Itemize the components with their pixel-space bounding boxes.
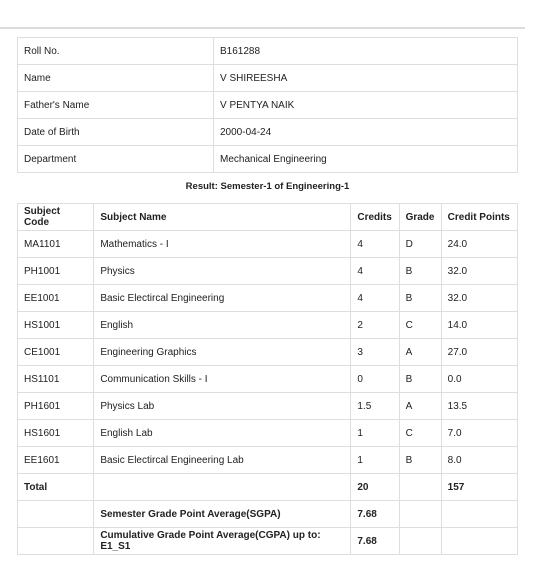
total-credits: 20 xyxy=(351,474,399,501)
result-caption: Result: Semester-1 of Engineering-1 xyxy=(185,181,350,192)
credit-points: 14.0 xyxy=(441,312,517,339)
subject-name: English Lab xyxy=(94,420,351,447)
header-grade: Grade xyxy=(399,204,441,231)
table-row xyxy=(18,366,518,393)
info-value: V PENTYA NAIK xyxy=(214,92,518,119)
table-row xyxy=(18,393,518,420)
grade: C xyxy=(399,312,441,339)
credits: 1 xyxy=(351,420,399,447)
subject-name: Mathematics - I xyxy=(94,231,351,258)
grade: B xyxy=(399,366,441,393)
info-label: Department xyxy=(18,146,214,173)
sgpa-label: Semester Grade Point Average(SGPA) xyxy=(94,501,351,528)
table-row xyxy=(18,339,518,366)
credit-points: 32.0 xyxy=(441,258,517,285)
empty-cell xyxy=(18,501,94,528)
header-credits: Credits xyxy=(351,204,399,231)
subject-name: Basic Electircal Engineering xyxy=(94,285,351,312)
total-empty-cell xyxy=(399,474,441,501)
table-row xyxy=(18,312,518,339)
credit-points: 0.0 xyxy=(441,366,517,393)
subject-code: MA1101 xyxy=(18,231,94,258)
grade: B xyxy=(399,258,441,285)
student-info-table xyxy=(17,37,518,173)
subject-code: PH1601 xyxy=(18,393,94,420)
cgpa-value: 7.68 xyxy=(351,528,399,555)
empty-cell xyxy=(18,528,94,555)
info-row-father-name xyxy=(18,92,518,119)
table-row xyxy=(18,231,518,258)
grade: A xyxy=(399,339,441,366)
subject-code: CE1001 xyxy=(18,339,94,366)
cgpa-label: Cumulative Grade Point Average(CGPA) up to: E1_S1 xyxy=(94,528,351,555)
info-value: B161288 xyxy=(214,38,518,65)
subject-code: PH1001 xyxy=(18,258,94,285)
credit-points: 13.5 xyxy=(441,393,517,420)
sgpa-value: 7.68 xyxy=(351,501,399,528)
info-row-department xyxy=(18,146,518,173)
credit-points: 8.0 xyxy=(441,447,517,474)
subject-name: Basic Electircal Engineering Lab xyxy=(94,447,351,474)
info-row-name xyxy=(18,65,518,92)
results-table xyxy=(17,203,518,555)
credits: 0 xyxy=(351,366,399,393)
grade: A xyxy=(399,393,441,420)
grade: B xyxy=(399,285,441,312)
subject-name: Physics Lab xyxy=(94,393,351,420)
empty-cell xyxy=(441,501,517,528)
empty-cell xyxy=(399,528,441,555)
total-label: Total xyxy=(18,474,94,501)
header-subject-name: Subject Name xyxy=(94,204,351,231)
info-value: V SHIREESHA xyxy=(214,65,518,92)
credits: 4 xyxy=(351,285,399,312)
subject-name: Engineering Graphics xyxy=(94,339,351,366)
credit-points: 27.0 xyxy=(441,339,517,366)
info-value: Mechanical Engineering xyxy=(214,146,518,173)
empty-cell xyxy=(399,501,441,528)
table-row xyxy=(18,420,518,447)
header-divider xyxy=(0,27,525,29)
subject-code: HS1601 xyxy=(18,420,94,447)
sgpa-row xyxy=(18,501,518,528)
header-credit-points: Credit Points xyxy=(441,204,517,231)
credits: 1.5 xyxy=(351,393,399,420)
grade: C xyxy=(399,420,441,447)
empty-cell xyxy=(441,528,517,555)
subject-name: Physics xyxy=(94,258,351,285)
credit-points: 24.0 xyxy=(441,231,517,258)
info-label: Name xyxy=(18,65,214,92)
table-row xyxy=(18,447,518,474)
info-value: 2000-04-24 xyxy=(214,119,518,146)
credits: 3 xyxy=(351,339,399,366)
subject-name: English xyxy=(94,312,351,339)
table-row xyxy=(18,285,518,312)
grade: B xyxy=(399,447,441,474)
subject-code: HS1001 xyxy=(18,312,94,339)
credits: 4 xyxy=(351,231,399,258)
subject-code: EE1001 xyxy=(18,285,94,312)
subject-code: HS1101 xyxy=(18,366,94,393)
credits: 4 xyxy=(351,258,399,285)
subject-name: Communication Skills - I xyxy=(94,366,351,393)
total-credit-points: 157 xyxy=(441,474,517,501)
total-row xyxy=(18,474,518,501)
credits: 2 xyxy=(351,312,399,339)
grade: D xyxy=(399,231,441,258)
info-row-roll-no xyxy=(18,38,518,65)
total-empty-cell xyxy=(94,474,351,501)
info-row-dob xyxy=(18,119,518,146)
credit-points: 7.0 xyxy=(441,420,517,447)
subject-code: EE1601 xyxy=(18,447,94,474)
credits: 1 xyxy=(351,447,399,474)
credit-points: 32.0 xyxy=(441,285,517,312)
info-label: Roll No. xyxy=(18,38,214,65)
results-header-row xyxy=(18,204,518,231)
info-label: Father's Name xyxy=(18,92,214,119)
table-row xyxy=(18,258,518,285)
header-subject-code: Subject Code xyxy=(18,204,94,231)
cgpa-row xyxy=(18,528,518,555)
info-label: Date of Birth xyxy=(18,119,214,146)
